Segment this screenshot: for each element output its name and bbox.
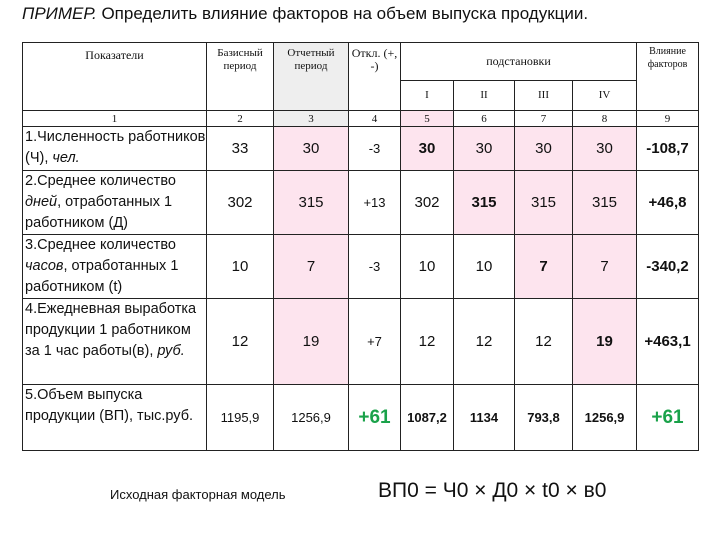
col-number: 9 bbox=[637, 111, 699, 127]
cell-sub-2: 10 bbox=[454, 235, 515, 299]
cell-base: 1195,9 bbox=[207, 385, 274, 451]
indicator-label: 4.Ежедневная выработка продукции 1 работником за 1 час работы(в), руб. bbox=[23, 299, 207, 385]
cell-deviation: +13 bbox=[349, 171, 401, 235]
indicator-label: 5.Объем выпуска продукции (ВП), тыс.руб. bbox=[23, 385, 207, 451]
cell-deviation: +61 bbox=[349, 385, 401, 451]
cell-influence: +61 bbox=[637, 385, 699, 451]
cell-report: 7 bbox=[274, 235, 349, 299]
cell-sub-3: 12 bbox=[515, 299, 573, 385]
indicator-label: 3.Среднее количество часов, отработанных 1 работником (t) bbox=[23, 235, 207, 299]
cell-sub-1: 10 bbox=[401, 235, 454, 299]
table-row bbox=[23, 299, 699, 385]
cell-report: 19 bbox=[274, 299, 349, 385]
header-base-period: Базисный период bbox=[207, 43, 274, 111]
cell-sub-1: 12 bbox=[401, 299, 454, 385]
table-row bbox=[23, 385, 699, 451]
cell-sub-2: 30 bbox=[454, 127, 515, 171]
col-number: 1 bbox=[23, 111, 207, 127]
cell-base: 33 bbox=[207, 127, 274, 171]
cell-report: 1256,9 bbox=[274, 385, 349, 451]
cell-sub-4: 7 bbox=[573, 235, 637, 299]
page-title bbox=[22, 4, 588, 24]
cell-sub-2: 12 bbox=[454, 299, 515, 385]
cell-sub-3: 7 bbox=[515, 235, 573, 299]
table-row bbox=[23, 127, 699, 171]
col-number: 5 bbox=[401, 111, 454, 127]
cell-influence: +463,1 bbox=[637, 299, 699, 385]
col-number: 6 bbox=[454, 111, 515, 127]
header-deviation: Откл. (+, -) bbox=[349, 43, 401, 111]
cell-deviation: -3 bbox=[349, 235, 401, 299]
cell-sub-2: 315 bbox=[454, 171, 515, 235]
cell-deviation: +7 bbox=[349, 299, 401, 385]
cell-sub-3: 793,8 bbox=[515, 385, 573, 451]
cell-sub-4: 1256,9 bbox=[573, 385, 637, 451]
cell-sub-3: 30 bbox=[515, 127, 573, 171]
header-sub-2: II bbox=[454, 81, 515, 111]
cell-influence: -108,7 bbox=[637, 127, 699, 171]
title-text: Определить влияние факторов на объем выпуска продукции. bbox=[96, 4, 589, 23]
cell-sub-4: 315 bbox=[573, 171, 637, 235]
cell-base: 12 bbox=[207, 299, 274, 385]
cell-report: 30 bbox=[274, 127, 349, 171]
header-sub-1: I bbox=[401, 81, 454, 111]
col-number: 3 bbox=[274, 111, 349, 127]
header-sub-4: IV bbox=[573, 81, 637, 111]
cell-sub-3: 315 bbox=[515, 171, 573, 235]
factor-formula: ВП0 = Ч0 × Д0 × t0 × в0 bbox=[378, 479, 607, 502]
cell-influence: -340,2 bbox=[637, 235, 699, 299]
model-label: Исходная факторная модель bbox=[110, 487, 286, 502]
header-indicators: Показатели bbox=[23, 43, 207, 111]
col-number: 2 bbox=[207, 111, 274, 127]
col-number: 7 bbox=[515, 111, 573, 127]
header-influence: Влияние факторов bbox=[637, 43, 699, 111]
cell-influence: +46,8 bbox=[637, 171, 699, 235]
cell-report: 315 bbox=[274, 171, 349, 235]
cell-sub-4: 19 bbox=[573, 299, 637, 385]
table-row bbox=[23, 235, 699, 299]
indicator-label: 1.Численность работников (Ч), чел. bbox=[23, 127, 207, 171]
cell-sub-1: 302 bbox=[401, 171, 454, 235]
header-report-period: Отчетный период bbox=[274, 43, 349, 111]
cell-sub-1: 1087,2 bbox=[401, 385, 454, 451]
cell-base: 302 bbox=[207, 171, 274, 235]
header-sub-3: III bbox=[515, 81, 573, 111]
col-number: 4 bbox=[349, 111, 401, 127]
factor-table bbox=[22, 42, 699, 451]
cell-sub-4: 30 bbox=[573, 127, 637, 171]
cell-sub-2: 1134 bbox=[454, 385, 515, 451]
indicator-label: 2.Среднее количество дней, отработанных 1 работником (Д) bbox=[23, 171, 207, 235]
header-substitutions: подстановки bbox=[401, 43, 637, 81]
table-row bbox=[23, 171, 699, 235]
cell-deviation: -3 bbox=[349, 127, 401, 171]
col-number: 8 bbox=[573, 111, 637, 127]
cell-sub-1: 30 bbox=[401, 127, 454, 171]
cell-base: 10 bbox=[207, 235, 274, 299]
title-prefix: ПРИМЕР. bbox=[22, 4, 97, 23]
